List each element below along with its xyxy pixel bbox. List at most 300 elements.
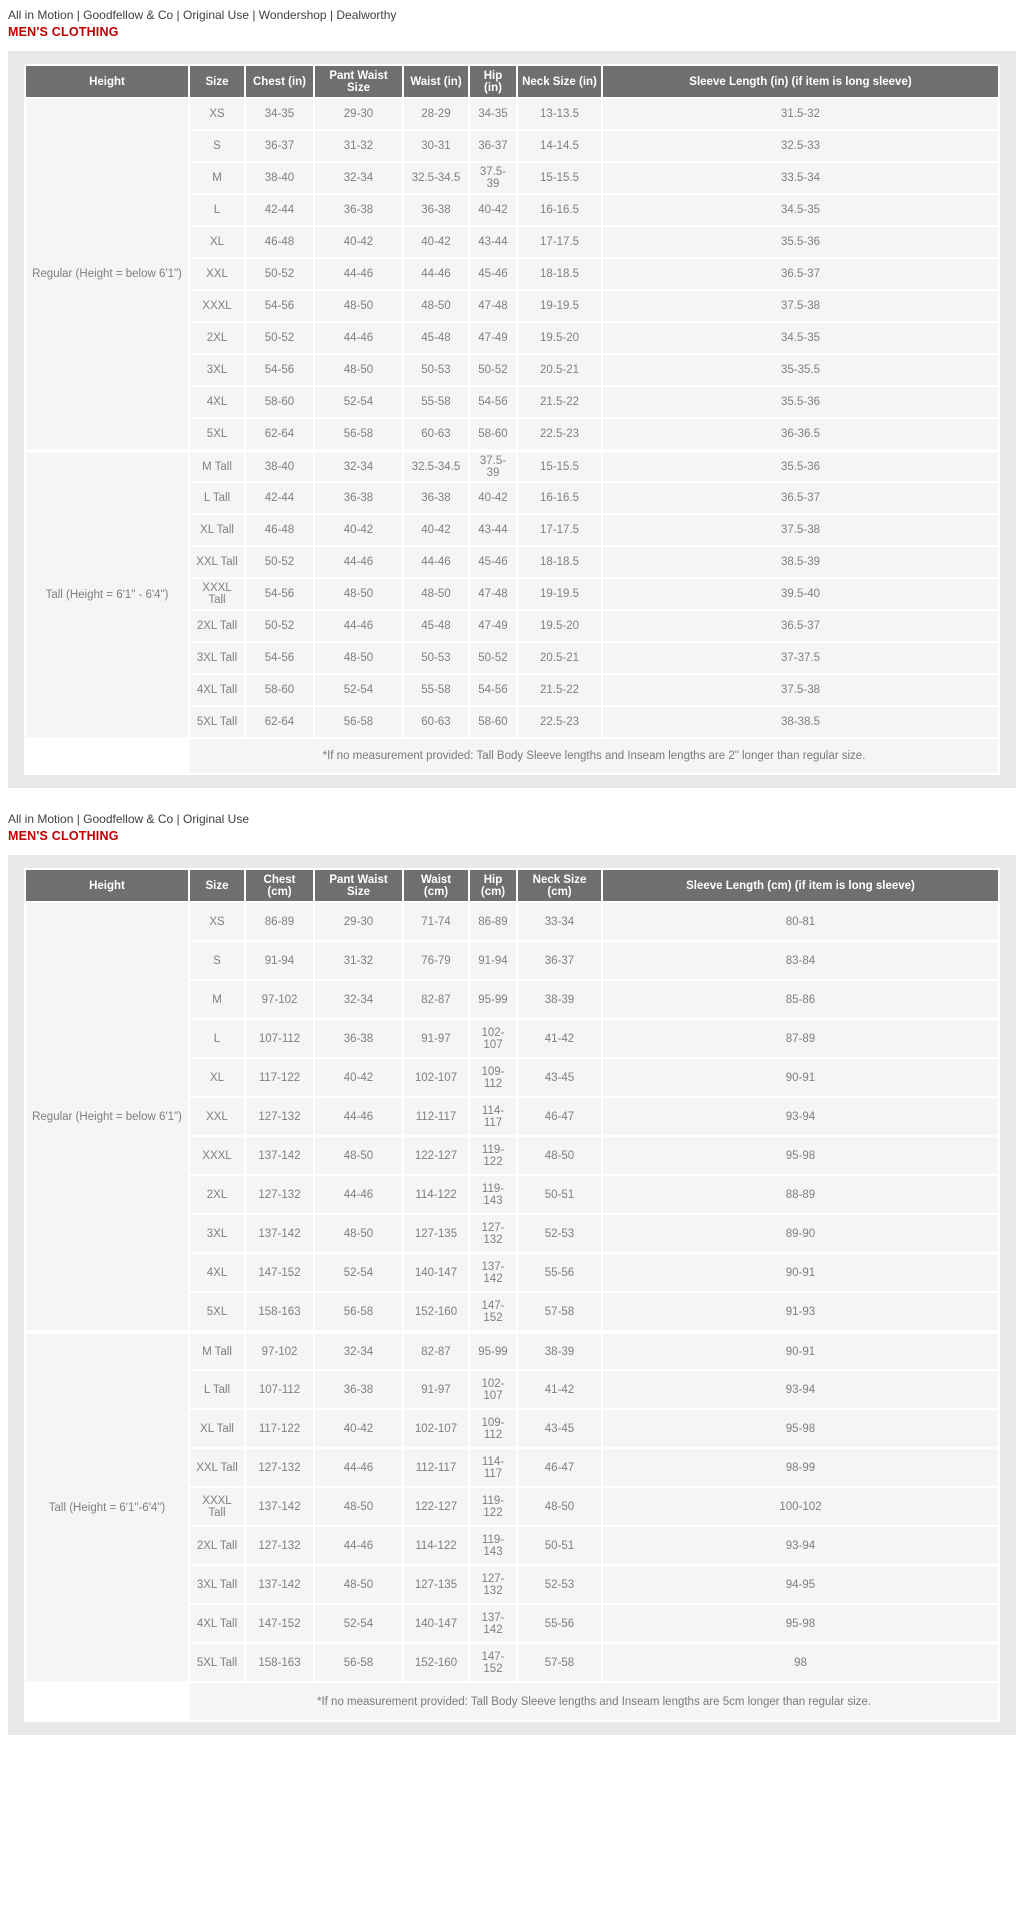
- measurement-cell: 47-48: [470, 291, 516, 321]
- measurement-cell: 46-48: [246, 227, 313, 257]
- measurement-cell: 97-102: [246, 981, 313, 1018]
- size-cell: L Tall: [190, 1371, 244, 1408]
- size-cell: XL Tall: [190, 515, 244, 545]
- measurement-cell: 147-152: [246, 1254, 313, 1291]
- measurement-cell: 102-107: [404, 1059, 468, 1096]
- measurement-cell: 40-42: [470, 195, 516, 225]
- measurement-cell: 102-107: [404, 1410, 468, 1447]
- size-cell: 2XL Tall: [190, 1527, 244, 1564]
- measurement-cell: 62-64: [246, 419, 313, 449]
- measurement-cell: 38-38.5: [603, 707, 998, 737]
- measurement-cell: 43-45: [518, 1059, 601, 1096]
- measurement-cell: 122-127: [404, 1137, 468, 1174]
- height-group-cell: Tall (Height = 6'1" - 6'4"): [26, 451, 188, 737]
- measurement-cell: 44-46: [404, 259, 468, 289]
- measurement-cell: 91-97: [404, 1371, 468, 1408]
- measurement-cell: 40-42: [315, 1059, 402, 1096]
- table-row: [26, 1332, 998, 1369]
- measurement-cell: 107-112: [246, 1020, 313, 1057]
- measurement-cell: 16-16.5: [518, 483, 601, 513]
- measurement-cell: 45-46: [470, 259, 516, 289]
- measurement-cell: 48-50: [315, 1566, 402, 1603]
- measurement-cell: 112-117: [404, 1449, 468, 1486]
- measurement-cell: 37.5-39: [470, 163, 516, 193]
- measurement-cell: 87-89: [603, 1020, 998, 1057]
- measurement-cell: 19.5-20: [518, 323, 601, 353]
- measurement-cell: 47-49: [470, 611, 516, 641]
- measurement-cell: 80-81: [603, 903, 998, 940]
- measurement-cell: 19-19.5: [518, 579, 601, 609]
- measurement-cell: 35-35.5: [603, 355, 998, 385]
- measurement-cell: 19-19.5: [518, 291, 601, 321]
- column-header-pant-waist: Pant Waist Size: [315, 66, 402, 97]
- size-cell: 5XL: [190, 419, 244, 449]
- measurement-cell: 46-48: [246, 515, 313, 545]
- measurement-cell: 46-47: [518, 1098, 601, 1135]
- column-header-neck: Neck Size (cm): [518, 870, 601, 901]
- size-cell: L: [190, 195, 244, 225]
- measurement-cell: 62-64: [246, 707, 313, 737]
- footnote-row: [26, 739, 998, 773]
- measurement-cell: 44-46: [315, 323, 402, 353]
- measurement-cell: 38-40: [246, 163, 313, 193]
- measurement-cell: 50-53: [404, 355, 468, 385]
- size-cell: 2XL: [190, 323, 244, 353]
- size-cell: S: [190, 942, 244, 979]
- table-row: [26, 99, 998, 129]
- measurement-cell: 50-52: [246, 259, 313, 289]
- measurement-cell: 55-58: [404, 675, 468, 705]
- size-cell: XL: [190, 227, 244, 257]
- height-group-cell: Regular (Height = below 6'1"): [26, 99, 188, 449]
- measurement-cell: 44-46: [315, 1449, 402, 1486]
- measurement-cell: 44-46: [315, 1176, 402, 1213]
- measurement-cell: 35.5-36: [603, 387, 998, 417]
- measurement-cell: 34.5-35: [603, 323, 998, 353]
- measurement-cell: 58-60: [470, 707, 516, 737]
- measurement-cell: 86-89: [470, 903, 516, 940]
- measurement-cell: 127-132: [246, 1527, 313, 1564]
- size-cell: M: [190, 163, 244, 193]
- measurement-cell: 137-142: [246, 1215, 313, 1252]
- measurement-cell: 36-37: [246, 131, 313, 161]
- measurement-cell: 71-74: [404, 903, 468, 940]
- measurement-cell: 50-53: [404, 643, 468, 673]
- brands-line: All in Motion | Goodfellow & Co | Original Use | Wondershop | Dealworthy: [8, 8, 397, 22]
- column-header-sleeve: Sleeve Length (in) (if item is long sleeve): [603, 66, 998, 97]
- measurement-cell: 93-94: [603, 1527, 998, 1564]
- measurement-cell: 147-152: [470, 1644, 516, 1681]
- size-cell: L: [190, 1020, 244, 1057]
- measurement-cell: 117-122: [246, 1059, 313, 1096]
- column-header-height: Height: [26, 870, 188, 901]
- measurement-cell: 54-56: [470, 675, 516, 705]
- measurement-cell: 137-142: [246, 1566, 313, 1603]
- measurement-cell: 50-51: [518, 1176, 601, 1213]
- column-header-size: Size: [190, 870, 244, 901]
- measurement-cell: 57-58: [518, 1644, 601, 1681]
- measurement-cell: 137-142: [246, 1137, 313, 1174]
- size-cell: 3XL Tall: [190, 1566, 244, 1603]
- measurement-cell: 22.5-23: [518, 419, 601, 449]
- height-group-cell: Tall (Height = 6'1"-6'4"): [26, 1332, 188, 1681]
- size-cell: 5XL Tall: [190, 707, 244, 737]
- measurement-cell: 91-97: [404, 1020, 468, 1057]
- measurement-cell: 56-58: [315, 1293, 402, 1330]
- measurement-cell: 40-42: [470, 483, 516, 513]
- measurement-cell: 119-143: [470, 1527, 516, 1564]
- measurement-cell: 48-50: [315, 355, 402, 385]
- measurement-cell: 37.5-39: [470, 451, 516, 481]
- measurement-cell: 58-60: [470, 419, 516, 449]
- measurement-cell: 44-46: [404, 547, 468, 577]
- table-body: [26, 903, 998, 1720]
- measurement-cell: 57-58: [518, 1293, 601, 1330]
- measurement-cell: 35.5-36: [603, 451, 998, 481]
- measurement-cell: 54-56: [246, 643, 313, 673]
- measurement-cell: 52-54: [315, 675, 402, 705]
- measurement-cell: 38-40: [246, 451, 313, 481]
- measurement-cell: 95-98: [603, 1410, 998, 1447]
- measurement-cell: 34-35: [470, 99, 516, 129]
- measurement-cell: 48-50: [315, 643, 402, 673]
- measurement-cell: 21.5-22: [518, 675, 601, 705]
- measurement-cell: 28-29: [404, 99, 468, 129]
- measurement-cell: 48-50: [404, 291, 468, 321]
- brands-line: All in Motion | Goodfellow & Co | Original Use: [8, 812, 250, 826]
- footnote-row: [26, 1683, 998, 1720]
- measurement-cell: 48-50: [404, 579, 468, 609]
- table-row: [26, 451, 998, 481]
- size-cell: 3XL Tall: [190, 643, 244, 673]
- measurement-cell: 37-37.5: [603, 643, 998, 673]
- measurement-cell: 60-63: [404, 419, 468, 449]
- measurement-cell: 38-39: [518, 1332, 601, 1369]
- measurement-cell: 40-42: [315, 515, 402, 545]
- measurement-cell: 34.5-35: [603, 195, 998, 225]
- measurement-cell: 17-17.5: [518, 515, 601, 545]
- measurement-cell: 93-94: [603, 1098, 998, 1135]
- measurement-cell: 36-37: [518, 942, 601, 979]
- measurement-cell: 127-132: [470, 1215, 516, 1252]
- measurement-cell: 52-53: [518, 1215, 601, 1252]
- measurement-cell: 31-32: [315, 131, 402, 161]
- measurement-cell: 48-50: [518, 1488, 601, 1525]
- measurement-cell: 127-132: [246, 1449, 313, 1486]
- measurement-cell: 33.5-34: [603, 163, 998, 193]
- measurement-cell: 14-14.5: [518, 131, 601, 161]
- footnote: *If no measurement provided: Tall Body Sleeve lengths and Inseam lengths are 5cm longer than regular size.: [190, 1683, 998, 1720]
- category-title: MEN'S CLOTHING: [8, 829, 119, 843]
- measurement-cell: 88-89: [603, 1176, 998, 1213]
- size-cell: XXL: [190, 1098, 244, 1135]
- measurement-cell: 48-50: [518, 1137, 601, 1174]
- measurement-cell: 140-147: [404, 1605, 468, 1642]
- height-group-cell: Regular (Height = below 6'1"): [26, 903, 188, 1330]
- measurement-cell: 38.5-39: [603, 547, 998, 577]
- measurement-cell: 36.5-37: [603, 259, 998, 289]
- measurement-cell: 83-84: [603, 942, 998, 979]
- measurement-cell: 76-79: [404, 942, 468, 979]
- measurement-cell: 41-42: [518, 1020, 601, 1057]
- measurement-cell: 44-46: [315, 611, 402, 641]
- measurement-cell: 60-63: [404, 707, 468, 737]
- measurement-cell: 45-48: [404, 323, 468, 353]
- measurement-cell: 43-44: [470, 515, 516, 545]
- measurement-cell: 58-60: [246, 675, 313, 705]
- measurement-cell: 48-50: [315, 1137, 402, 1174]
- size-cell: XXXL: [190, 1137, 244, 1174]
- measurement-cell: 91-93: [603, 1293, 998, 1330]
- size-cell: L Tall: [190, 483, 244, 513]
- measurement-cell: 122-127: [404, 1488, 468, 1525]
- size-cell: 4XL Tall: [190, 675, 244, 705]
- size-cell: 2XL Tall: [190, 611, 244, 641]
- measurement-cell: 36-38: [404, 195, 468, 225]
- measurement-cell: 40-42: [404, 227, 468, 257]
- measurement-cell: 36-38: [315, 1371, 402, 1408]
- measurement-cell: 56-58: [315, 419, 402, 449]
- size-cell: XL: [190, 1059, 244, 1096]
- measurement-cell: 50-51: [518, 1527, 601, 1564]
- measurement-cell: 32-34: [315, 1332, 402, 1369]
- size-cell: 3XL: [190, 355, 244, 385]
- measurement-cell: 109-112: [470, 1059, 516, 1096]
- size-cell: M Tall: [190, 1332, 244, 1369]
- size-cell: XXL: [190, 259, 244, 289]
- size-cell: 4XL: [190, 387, 244, 417]
- column-header-chest: Chest (cm): [246, 870, 313, 901]
- measurement-cell: 48-50: [315, 1215, 402, 1252]
- measurement-cell: 54-56: [246, 355, 313, 385]
- size-cell: XXL Tall: [190, 1449, 244, 1486]
- measurement-cell: 127-135: [404, 1566, 468, 1603]
- measurement-cell: 95-98: [603, 1605, 998, 1642]
- size-cell: 2XL: [190, 1176, 244, 1213]
- measurement-cell: 114-117: [470, 1098, 516, 1135]
- size-cell: 3XL: [190, 1215, 244, 1252]
- measurement-cell: 58-60: [246, 387, 313, 417]
- measurement-cell: 44-46: [315, 1527, 402, 1564]
- column-header-size: Size: [190, 66, 244, 97]
- size-cell: XXXL Tall: [190, 1488, 244, 1525]
- measurement-cell: 54-56: [470, 387, 516, 417]
- measurement-cell: 90-91: [603, 1059, 998, 1096]
- measurement-cell: 31-32: [315, 942, 402, 979]
- measurement-cell: 114-117: [470, 1449, 516, 1486]
- measurement-cell: 35.5-36: [603, 227, 998, 257]
- size-cell: M: [190, 981, 244, 1018]
- size-cell: XXXL Tall: [190, 579, 244, 609]
- measurement-cell: 36.5-37: [603, 611, 998, 641]
- measurement-cell: 13-13.5: [518, 99, 601, 129]
- measurement-cell: 20.5-21: [518, 643, 601, 673]
- measurement-cell: 18-18.5: [518, 259, 601, 289]
- measurement-cell: 37.5-38: [603, 675, 998, 705]
- table-body: [26, 99, 998, 773]
- table-container-inches: [8, 51, 1016, 788]
- measurement-cell: 48-50: [315, 291, 402, 321]
- measurement-cell: 152-160: [404, 1293, 468, 1330]
- footnote-spacer: [26, 1683, 188, 1720]
- measurement-cell: 16-16.5: [518, 195, 601, 225]
- measurement-cell: 119-122: [470, 1137, 516, 1174]
- measurement-cell: 38-39: [518, 981, 601, 1018]
- measurement-cell: 117-122: [246, 1410, 313, 1447]
- measurement-cell: 18-18.5: [518, 547, 601, 577]
- measurement-cell: 82-87: [404, 1332, 468, 1369]
- measurement-cell: 102-107: [470, 1371, 516, 1408]
- measurement-cell: 32.5-34.5: [404, 451, 468, 481]
- measurement-cell: 56-58: [315, 707, 402, 737]
- footnote-spacer: [26, 739, 188, 773]
- size-cell: XL Tall: [190, 1410, 244, 1447]
- measurement-cell: 158-163: [246, 1293, 313, 1330]
- size-cell: XS: [190, 99, 244, 129]
- measurement-cell: 98-99: [603, 1449, 998, 1486]
- measurement-cell: 41-42: [518, 1371, 601, 1408]
- column-header-pant-waist: Pant Waist Size: [315, 870, 402, 901]
- measurement-cell: 21.5-22: [518, 387, 601, 417]
- measurement-cell: 44-46: [315, 1098, 402, 1135]
- measurement-cell: 29-30: [315, 903, 402, 940]
- section-inches-header: [8, 0, 1024, 39]
- measurement-cell: 137-142: [246, 1488, 313, 1525]
- measurement-cell: 147-152: [246, 1605, 313, 1642]
- measurement-cell: 37.5-38: [603, 515, 998, 545]
- measurement-cell: 48-50: [315, 1488, 402, 1525]
- measurement-cell: 37.5-38: [603, 291, 998, 321]
- measurement-cell: 36.5-37: [603, 483, 998, 513]
- measurement-cell: 39.5-40: [603, 579, 998, 609]
- measurement-cell: 19.5-20: [518, 611, 601, 641]
- measurement-cell: 127-135: [404, 1215, 468, 1252]
- measurement-cell: 137-142: [470, 1605, 516, 1642]
- footnote: *If no measurement provided: Tall Body Sleeve lengths and Inseam lengths are 2" longer than regular size.: [190, 739, 998, 773]
- measurement-cell: 50-52: [246, 547, 313, 577]
- measurement-cell: 91-94: [246, 942, 313, 979]
- size-cell: 5XL Tall: [190, 1644, 244, 1681]
- measurement-cell: 52-53: [518, 1566, 601, 1603]
- measurement-cell: 114-122: [404, 1176, 468, 1213]
- size-cell: 4XL Tall: [190, 1605, 244, 1642]
- size-cell: XXL Tall: [190, 547, 244, 577]
- measurement-cell: 29-30: [315, 99, 402, 129]
- measurement-cell: 56-58: [315, 1644, 402, 1681]
- measurement-cell: 55-58: [404, 387, 468, 417]
- measurement-cell: 36-38: [315, 1020, 402, 1057]
- measurement-cell: 15-15.5: [518, 451, 601, 481]
- measurement-cell: 55-56: [518, 1605, 601, 1642]
- measurement-cell: 100-102: [603, 1488, 998, 1525]
- size-cell: S: [190, 131, 244, 161]
- column-header-waist: Waist (in): [404, 66, 468, 97]
- measurement-cell: 91-94: [470, 942, 516, 979]
- size-cell: 4XL: [190, 1254, 244, 1291]
- measurement-cell: 43-44: [470, 227, 516, 257]
- measurement-cell: 89-90: [603, 1215, 998, 1252]
- measurement-cell: 50-52: [470, 643, 516, 673]
- measurement-cell: 94-95: [603, 1566, 998, 1603]
- column-header-hip: Hip (in): [470, 66, 516, 97]
- measurement-cell: 22.5-23: [518, 707, 601, 737]
- measurement-cell: 85-86: [603, 981, 998, 1018]
- measurement-cell: 54-56: [246, 291, 313, 321]
- measurement-cell: 54-56: [246, 579, 313, 609]
- measurement-cell: 119-122: [470, 1488, 516, 1525]
- measurement-cell: 42-44: [246, 483, 313, 513]
- header-row: [26, 870, 998, 901]
- measurement-cell: 31.5-32: [603, 99, 998, 129]
- measurement-cell: 86-89: [246, 903, 313, 940]
- column-header-chest: Chest (in): [246, 66, 313, 97]
- measurement-cell: 44-46: [315, 259, 402, 289]
- measurement-cell: 32.5-34.5: [404, 163, 468, 193]
- size-cell: 5XL: [190, 1293, 244, 1330]
- measurement-cell: 45-48: [404, 611, 468, 641]
- measurement-cell: 90-91: [603, 1332, 998, 1369]
- measurement-cell: 36-38: [315, 483, 402, 513]
- measurement-cell: 147-152: [470, 1293, 516, 1330]
- measurement-cell: 127-132: [246, 1098, 313, 1135]
- measurement-cell: 32-34: [315, 163, 402, 193]
- measurement-cell: 40-42: [315, 227, 402, 257]
- measurement-cell: 95-99: [470, 981, 516, 1018]
- measurement-cell: 32-34: [315, 981, 402, 1018]
- measurement-cell: 95-99: [470, 1332, 516, 1369]
- measurement-cell: 112-117: [404, 1098, 468, 1135]
- measurement-cell: 158-163: [246, 1644, 313, 1681]
- measurement-cell: 55-56: [518, 1254, 601, 1291]
- measurement-cell: 30-31: [404, 131, 468, 161]
- measurement-cell: 36-37: [470, 131, 516, 161]
- measurement-cell: 33-34: [518, 903, 601, 940]
- measurement-cell: 20.5-21: [518, 355, 601, 385]
- measurement-cell: 34-35: [246, 99, 313, 129]
- measurement-cell: 43-45: [518, 1410, 601, 1447]
- table-container-cm: [8, 855, 1016, 1735]
- measurement-cell: 50-52: [246, 611, 313, 641]
- measurement-cell: 44-46: [315, 547, 402, 577]
- measurement-cell: 32.5-33: [603, 131, 998, 161]
- measurement-cell: 102-107: [470, 1020, 516, 1057]
- measurement-cell: 47-49: [470, 323, 516, 353]
- size-table-cm: [24, 868, 1000, 1722]
- measurement-cell: 95-98: [603, 1137, 998, 1174]
- category-title: MEN'S CLOTHING: [8, 25, 119, 39]
- measurement-cell: 47-48: [470, 579, 516, 609]
- measurement-cell: 52-54: [315, 1605, 402, 1642]
- column-header-waist: Waist (cm): [404, 870, 468, 901]
- measurement-cell: 32-34: [315, 451, 402, 481]
- measurement-cell: 152-160: [404, 1644, 468, 1681]
- measurement-cell: 127-132: [470, 1566, 516, 1603]
- measurement-cell: 109-112: [470, 1410, 516, 1447]
- measurement-cell: 119-143: [470, 1176, 516, 1213]
- measurement-cell: 93-94: [603, 1371, 998, 1408]
- measurement-cell: 114-122: [404, 1527, 468, 1564]
- section-cm-header: [8, 804, 1024, 843]
- measurement-cell: 140-147: [404, 1254, 468, 1291]
- measurement-cell: 45-46: [470, 547, 516, 577]
- measurement-cell: 17-17.5: [518, 227, 601, 257]
- measurement-cell: 107-112: [246, 1371, 313, 1408]
- measurement-cell: 127-132: [246, 1176, 313, 1213]
- measurement-cell: 52-54: [315, 387, 402, 417]
- measurement-cell: 98: [603, 1644, 998, 1681]
- measurement-cell: 36-38: [315, 195, 402, 225]
- header-row: [26, 66, 998, 97]
